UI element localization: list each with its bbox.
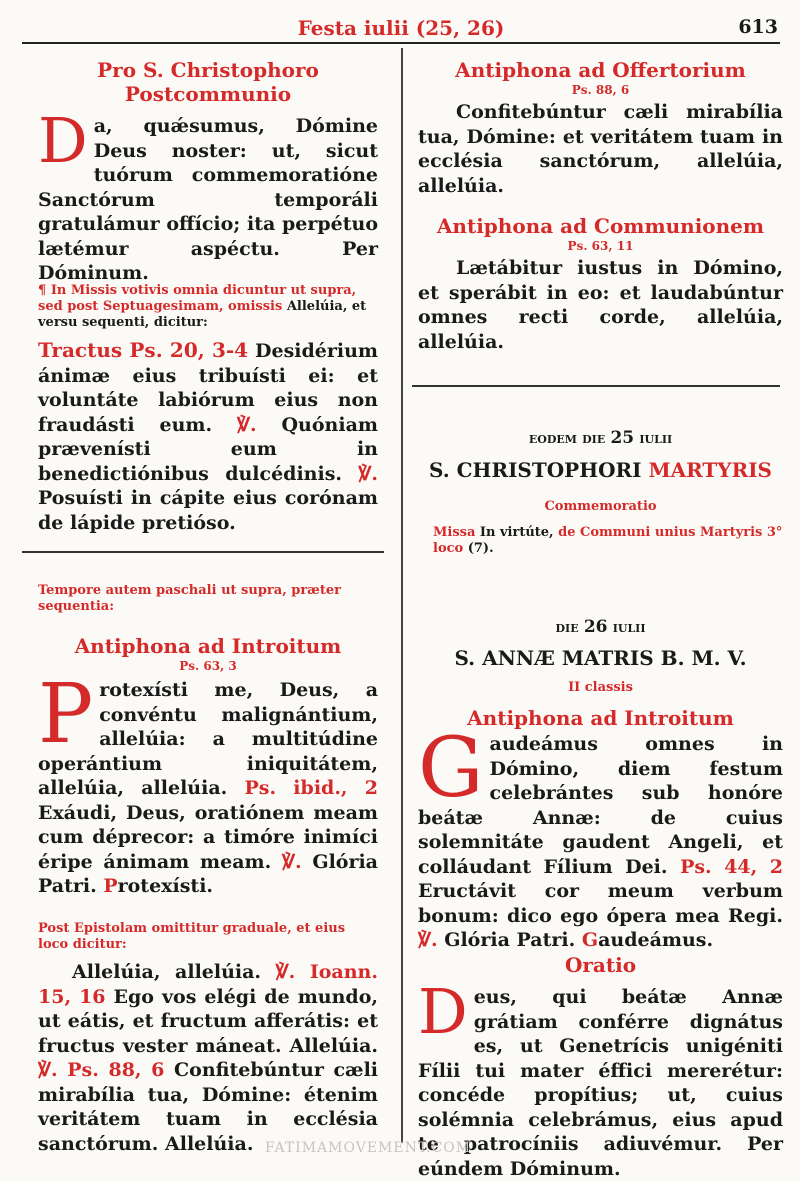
section-divider [22, 551, 384, 553]
missa-rubric: Missa In virtúte, de Communi unius Martyris 3° loco (7). [433, 525, 783, 556]
section-title: Antiphona ad Communionem [436, 214, 765, 238]
alleluia-text: Allelúia, allelúia. ℣. Ioann. 15, 16 Ego vos elégi de mundo, ut eátis, et fructum afferátis: et fructus vester máneat. Allelúia. ℣. Ps. 88, 6 Confitebúntur cæli mirabília tua, Dómine: étenim veritátem tuam in ecclésia sanctórum. Allelúia. [38, 961, 378, 1155]
drop-cap: D [38, 104, 88, 177]
running-title: Festa iulii (25, 26) [297, 16, 505, 40]
page-number: 613 [738, 16, 778, 38]
column-divider [401, 48, 403, 1143]
rubric-epistolam: Post Epistolam omittitur graduale, et eius loco dicitur: [38, 921, 346, 952]
rubric-paschal: Tempore autem paschali ut supra, præter sequentia: [38, 583, 341, 614]
versicle-icon: ℣. [418, 929, 438, 951]
rubric-votive: ¶ In Missis votivis omnia dicuntur ut supra, sed post Septuagesimam, omissis Allelúia, et versu sequenti, dicitur: [38, 283, 367, 330]
psalm-reference: Ps. 63, 11 [567, 239, 634, 253]
versicle-icon: ℣. [358, 462, 378, 485]
section-title: Antiphona ad Offertorium [455, 58, 746, 82]
watermark: FATIMAMOVEMENT.COM [265, 1140, 472, 1156]
versicle-icon: ℣. [38, 1059, 58, 1081]
section-anna-introitus [418, 706, 783, 953]
page-header [22, 6, 780, 44]
feast-title-annae: S. ANNÆ MATRIS B. M. V. [454, 646, 747, 670]
oratio-text: Deus, qui beátæ Annæ grátiam conférre dignátus es, ut Genetrícis unigéniti Fílii tui mater éffici mererétur: concéde propítius; ut, cuius solémnia celebrámus, eius apud te patrocíniis adiuvémur. Per eúndem Dóminum. [418, 975, 783, 1180]
tractus-label: Tractus Ps. 20, 3-4 [38, 338, 249, 362]
feast-title-christophori: S. CHRISTOPHORI MARTYRIS [428, 458, 772, 482]
psalm-reference: Ps. 88, 6 [571, 83, 630, 97]
section-title: Pro S. Christophoro [97, 58, 319, 82]
section-title: Oratio [564, 953, 637, 977]
section-offertorium [418, 58, 783, 198]
tractus-text: Tractus Ps. 20, 3-4 Desidérium ánimæ eius tribuísti ei: et voluntáte labiórum eius non fraudásti eum. ℣. Quóniam prævenísti eum in benedictiónibus dulcédinis. ℣. Posuísti in cápite eius corónam de lápide pretióso. [38, 338, 378, 534]
postcommunio-text: Da, quǽsumus, Dómine Deus noster: ut, sicut tuórum commemoratióne Sanctórum temporáli gratulámur offício; ita perpétuo lætémur aspéctu. Per Dóminum. [38, 104, 378, 284]
classis-label: II classis [568, 680, 633, 695]
feast-date-26: die 26 iulii [555, 617, 646, 637]
section-title: Antiphona ad Introitum [467, 706, 734, 730]
section-subtitle: Postcommunio [124, 82, 292, 106]
versicle-icon: ℣. [275, 961, 296, 983]
section-divider [412, 385, 780, 387]
introitus-text: Protexísti me, Deus, a convéntu malignántium, allelúia: a multitúdine operántium iniquitátem, allelúia, allelúia. Ps. ibid., 2 Exáudi, Deus, oratiónem meam cum déprecor: a timóre inimíci éripe ánimam meam. ℣. Glória Patri. Protexísti. [38, 667, 378, 897]
drop-cap: P [38, 667, 94, 762]
section-oratio [418, 953, 783, 1181]
section-communio [418, 214, 783, 354]
commemoratio-label: Commemoratio [544, 499, 657, 514]
offertorium-text: Confitebúntur cæli mirabília tua, Dómine: et veritátem tuam in ecclésia sanctórum, allelúia, allelúia. [418, 101, 783, 197]
versicle-icon: ℣. [237, 413, 257, 436]
pilcrow-icon: ¶ [38, 283, 47, 298]
anna-introitus-text: Gaudeámus omnes in Dómino, diem festum celebrántes sub honóre beátæ Annæ: de cuius solemnitáte gaudent Angeli, et colláudant Fílium Dei. Ps. 44, 2 Eructávit cor meum verbum bonum: dico ego ópera mea Regi. ℣. Glória Patri. Gaudeámus. [418, 721, 784, 951]
psalm-reference: Ps. 63, 3 [179, 659, 237, 673]
section-postcommunio [38, 58, 378, 286]
drop-cap: G [418, 721, 484, 816]
section-title: Antiphona ad Introitum [74, 634, 342, 658]
section-introitus [38, 634, 378, 899]
feast-date-25: eodem die 25 iulii [528, 428, 673, 448]
versicle-icon: ℣. [281, 850, 302, 873]
drop-cap: D [418, 975, 468, 1048]
communio-text: Lætábitur iustus in Dómino, et sperábit in eo: et laudabúntur omnes recti corde, allelúia, allelúia. [418, 257, 783, 353]
